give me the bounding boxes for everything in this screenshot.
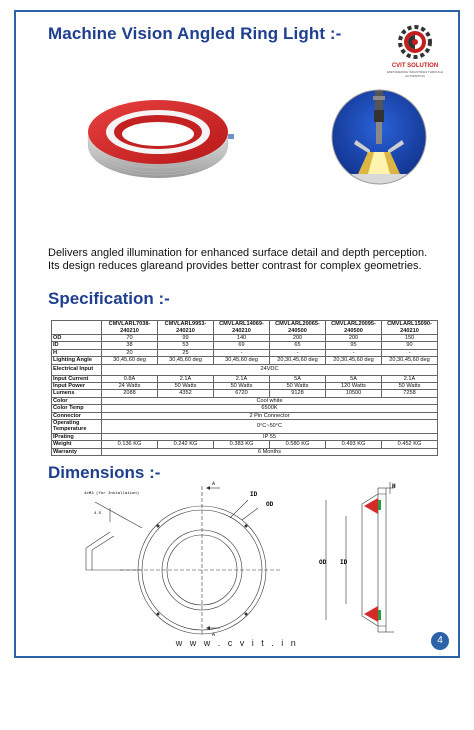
- table-cell: 150: [382, 335, 438, 342]
- table-row: [52, 349, 438, 356]
- od-label: OD: [266, 501, 274, 508]
- table-cell: 0.493 KG: [326, 441, 382, 448]
- dimension-front-view-drawing: [80, 478, 290, 638]
- table-header-row: [52, 321, 438, 335]
- table-cell: 0.242 KG: [158, 441, 214, 448]
- ring-light-product-image: [80, 90, 240, 190]
- description-line-2: Its design reduces glareand provides better contrast for complex geometries.: [48, 260, 422, 272]
- table-cell: 65: [270, 342, 326, 349]
- table-cell: 20: [102, 349, 158, 356]
- table-cell: 50 Watts: [382, 383, 438, 390]
- website-footer: w w w . c v i t . i n: [175, 638, 299, 648]
- table-header-cell: CMVLARL14069-240210: [214, 321, 270, 335]
- table-row: [52, 383, 438, 390]
- row-label: OD: [52, 335, 102, 342]
- table-row: [52, 433, 438, 440]
- table-cell: 99: [158, 335, 214, 342]
- table-cell: 53: [158, 342, 214, 349]
- table-cell: 140: [214, 335, 270, 342]
- table-cell: -: [214, 349, 270, 356]
- row-label: Operating Temperature: [52, 420, 102, 434]
- table-cell: 10500: [326, 390, 382, 397]
- table-cell: 50 Watts: [214, 383, 270, 390]
- table-row: [52, 342, 438, 349]
- specification-heading: Specification :-: [48, 289, 170, 308]
- table-cell: 95: [326, 342, 382, 349]
- table-row: [52, 357, 438, 364]
- table-cell: 24VDC: [102, 364, 438, 375]
- dimensions-heading: Dimensions :-: [48, 463, 161, 482]
- table-row: [52, 364, 438, 375]
- table-row: [52, 441, 438, 448]
- table-cell: 38: [102, 342, 158, 349]
- description-line-1: Delivers angled illumination for enhanced surface detail and depth perception.: [48, 247, 428, 259]
- row-label: Lumens: [52, 390, 102, 397]
- row-label: Input Current: [52, 375, 102, 382]
- table-cell: 70: [102, 335, 158, 342]
- table-header-cell: CMVLARL20095-240500: [326, 321, 382, 335]
- table-cell: 20,30,45,60 deg: [270, 357, 326, 364]
- table-cell: 200: [326, 335, 382, 342]
- page-title: Machine Vision Angled Ring Light :-: [48, 24, 342, 43]
- table-cell: 0°C~50°C: [102, 420, 438, 434]
- table-row: [52, 448, 438, 455]
- table-cell: 7258: [382, 390, 438, 397]
- page-number-badge: 4: [431, 632, 449, 650]
- table-cell: 5A: [326, 375, 382, 382]
- table-cell: 2 Pin Connector: [102, 412, 438, 419]
- table-header-cell: [52, 321, 102, 335]
- row-label: IPrating: [52, 433, 102, 440]
- table-cell: 0.580 KG: [270, 441, 326, 448]
- row-label: ID: [52, 342, 102, 349]
- table-cell: 2.1A: [158, 375, 214, 382]
- dimension-45-label: 4.5: [94, 512, 102, 516]
- table-cell: 2088: [102, 390, 158, 397]
- row-label: Input Power: [52, 383, 102, 390]
- table-row: [52, 397, 438, 404]
- table-row: [52, 420, 438, 434]
- table-cell: 0.8A: [102, 375, 158, 382]
- mounting-holes-label: 4xM3 (for Installation): [84, 492, 140, 496]
- table-cell: 6500K: [102, 405, 438, 412]
- od-side-label: OD: [319, 559, 327, 566]
- application-illustration: [330, 88, 428, 186]
- table-cell: 30,45,60 deg: [102, 357, 158, 364]
- logo-text: CVIT SOLUTION: [391, 63, 439, 69]
- row-label: Warranty: [52, 448, 102, 455]
- table-cell: Cool white: [102, 397, 438, 404]
- table-cell: -: [326, 349, 382, 356]
- row-label: H: [52, 349, 102, 356]
- table-cell: -: [270, 349, 326, 356]
- table-row: [52, 375, 438, 382]
- table-cell: 25: [158, 349, 214, 356]
- table-cell: -: [382, 349, 438, 356]
- row-label: Weight: [52, 441, 102, 448]
- table-cell: 0.136 KG: [102, 441, 158, 448]
- dimension-section-view-drawing: [318, 480, 418, 640]
- table-cell: 5A: [270, 375, 326, 382]
- product-description: [48, 247, 448, 273]
- section-a-top-label: A: [212, 481, 216, 487]
- table-cell: IP 55: [102, 433, 438, 440]
- table-cell: 6 Months: [102, 448, 438, 455]
- table-cell: 50 Watts: [158, 383, 214, 390]
- table-cell: 30,45,60 deg: [158, 357, 214, 364]
- table-cell: 69: [214, 342, 270, 349]
- table-cell: 0.452 KG: [382, 441, 438, 448]
- logo-subtext: EMPOWERING INDUSTRIES THROUGH AUTOMATION: [386, 70, 444, 78]
- height-label: H: [392, 483, 396, 490]
- id-side-label: ID: [340, 559, 348, 566]
- table-cell: 50 Watts: [270, 383, 326, 390]
- table-cell: 20,30,45,60 deg: [326, 357, 382, 364]
- table-header-cell: CMVLARL15090-240210: [382, 321, 438, 335]
- table-header-cell: CMVLARL9953-240210: [158, 321, 214, 335]
- table-cell: 90: [382, 342, 438, 349]
- section-a-bottom-label: A: [212, 632, 216, 638]
- table-row: [52, 412, 438, 419]
- row-label: Color Temp: [52, 405, 102, 412]
- table-header-cell: CMVLARL7038-240210: [102, 321, 158, 335]
- row-label: Electrical Input: [52, 364, 102, 375]
- table-cell: 24 Watts: [102, 383, 158, 390]
- table-cell: 0.383 KG: [214, 441, 270, 448]
- id-label: ID: [250, 491, 258, 498]
- table-cell: 4352: [158, 390, 214, 397]
- table-cell: 120 Watts: [326, 383, 382, 390]
- row-label: Color: [52, 397, 102, 404]
- row-label: Lighting Angle: [52, 357, 102, 364]
- specification-table: [51, 320, 438, 456]
- table-cell: 6720: [214, 390, 270, 397]
- table-row: [52, 390, 438, 397]
- table-cell: 30,45,60 deg: [214, 357, 270, 364]
- table-cell: 20,30,45,60 deg: [382, 357, 438, 364]
- table-header-cell: CMVLARL20065-240500: [270, 321, 326, 335]
- table-cell: 9128: [270, 390, 326, 397]
- row-label: Connector: [52, 412, 102, 419]
- table-cell: 2.1A: [382, 375, 438, 382]
- table-row: [52, 405, 438, 412]
- table-row: [52, 335, 438, 342]
- table-cell: 2.1A: [214, 375, 270, 382]
- table-cell: 200: [270, 335, 326, 342]
